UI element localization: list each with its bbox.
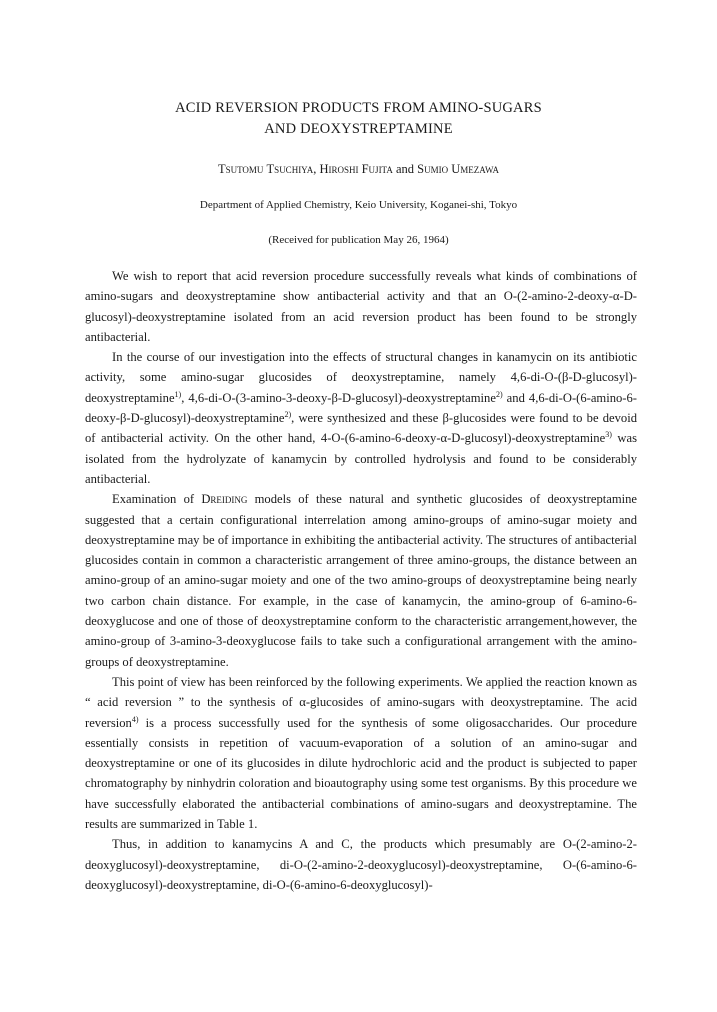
author-list: Tsutomu Tsuchiya, Hiroshi Fujita and Sumio Umezawa bbox=[217, 162, 500, 176]
reference-marker: 1) bbox=[174, 389, 182, 399]
paper-title-line-1: ACID REVERSION PRODUCTS FROM AMINO-SUGARS bbox=[175, 100, 542, 116]
paragraph-1: We wish to report that acid reversion procedure successfully reveals what kinds of combinations of amino-sugars and deoxystreptamine show antibacterial activity and that an O-(2-amino-2-deoxy-α-D-glucosyl)-deoxystreptamine isolated from an acid reversion product has been found to be strongly antibacterial. bbox=[85, 269, 637, 344]
paragraph-3-text-a: Examination of bbox=[112, 492, 202, 507]
article-body bbox=[85, 266, 637, 895]
received-date: (Received for publication May 26, 1964) bbox=[268, 234, 449, 246]
reference-marker: 4) bbox=[131, 714, 139, 724]
paragraph-2-text-a: In the course of our investigation into the effects of structural changes in kanamycin on its antibiotic activity, some amino-sugar glucosides of deoxystreptamine, namely 4,6-di-O-(β-D-glucosyl)-deoxystreptamine bbox=[85, 350, 637, 405]
paragraph-4 bbox=[85, 672, 637, 834]
paragraph-3-text-b: models of these natural and synthetic glucosides of deoxystreptamine suggested that a certain configurational interrelation among amino-groups of amino-sugar moiety and deoxystreptamine may be of importance in exhibiting the antibacterial activity. The structures of antibacterial glucosides contain in common a characteristic arrangement of three amino-groups, the distance between an amino-group of an amino-sugar moiety and one of the two amino-groups of deoxystreptamine being nearly two carbon chain distance. For example, in the case of kanamycin, the amino-group of 6-amino-6-deoxyglucose and one of those of deoxystreptamine conform to the characteristic arrangement,however, the amino-group of 3-amino-3-deoxyglucose fails to take such a configurational arrangement with the amino-groups of deoxystreptamine. bbox=[85, 492, 638, 669]
reference-marker: 2) bbox=[495, 389, 503, 399]
paragraph-3 bbox=[85, 489, 637, 672]
paragraph-2-text-e: was isolated from the hydrolyzate of kanamycin by controlled hydrolysis and found to be considerably antibacterial. bbox=[85, 431, 637, 486]
author-conjunction: and bbox=[395, 162, 415, 176]
affiliation: Department of Applied Chemistry, Keio University, Koganei-shi, Tokyo bbox=[199, 199, 518, 211]
paragraph-2-text-d: , were synthesized and these β-glucosides were found to be devoid of antibacterial activity. On the other hand, 4-O-(6-amino-6-deoxy-α-D-glucosyl)-deoxystreptamine bbox=[85, 411, 637, 446]
author-1-first: Tsutomu bbox=[217, 162, 264, 176]
paragraph-4-text-b: is a process successfully used for the synthesis of some oligosaccharides. Our procedure essentially consists in repetition of vacuum-evaporation of a solution of an amino-sugar and deoxystreptamine or one of its glucosides in dilute hydrochloric acid and the product is subjected to paper chromatography by ninhydrin coloration and bioautography using some test organisms. By this procedure we have successfully elaborated the antibacterial combinations of amino-sugars and deoxystreptamine. The results are summarized in Table 1. bbox=[85, 715, 637, 832]
paragraph-5: Thus, in addition to kanamycins A and C, the products which presumably are O-(2-amino-2-deoxyglucosyl)-deoxystreptamine, di-O-(2-amino-2-deoxyglucosyl)-deoxystreptamine, O-(6-amino-6-deoxyglucosyl)-deoxystreptamine, di-O-(6-amino-6-deoxyglucosyl)- bbox=[85, 837, 637, 892]
dreiding-name: Dreiding bbox=[201, 492, 248, 507]
author-1-last: Tsuchiya bbox=[266, 162, 314, 176]
reference-marker: 2) bbox=[284, 410, 292, 420]
author-2-first: Hiroshi bbox=[319, 162, 359, 176]
paragraph-2-text-b: , 4,6-di-O-(3-amino-3-deoxy-β-D-glucosyl)-deoxystreptamine bbox=[181, 390, 496, 405]
author-3-first: Sumio bbox=[417, 162, 449, 176]
paragraph-2-text-c: and 4,6-di-O-(6-amino-6-deoxy-β-D-glucosyl)-deoxystreptamine bbox=[85, 390, 637, 426]
paragraph-4-text-a: This point of view has been reinforced by the following experiments. We applied the reaction known as “ acid reversion ” to the synthesis of α-glucosides of amino-sugars with deoxystreptamine. The acid reversion bbox=[85, 674, 637, 730]
author-2-last: Fujita bbox=[361, 162, 393, 176]
paragraph-2 bbox=[85, 347, 637, 489]
paper-title-line-2: AND DEOXYSTREPTAMINE bbox=[264, 121, 453, 137]
reference-marker: 3) bbox=[605, 430, 612, 440]
author-3-last: Umezawa bbox=[451, 162, 500, 176]
